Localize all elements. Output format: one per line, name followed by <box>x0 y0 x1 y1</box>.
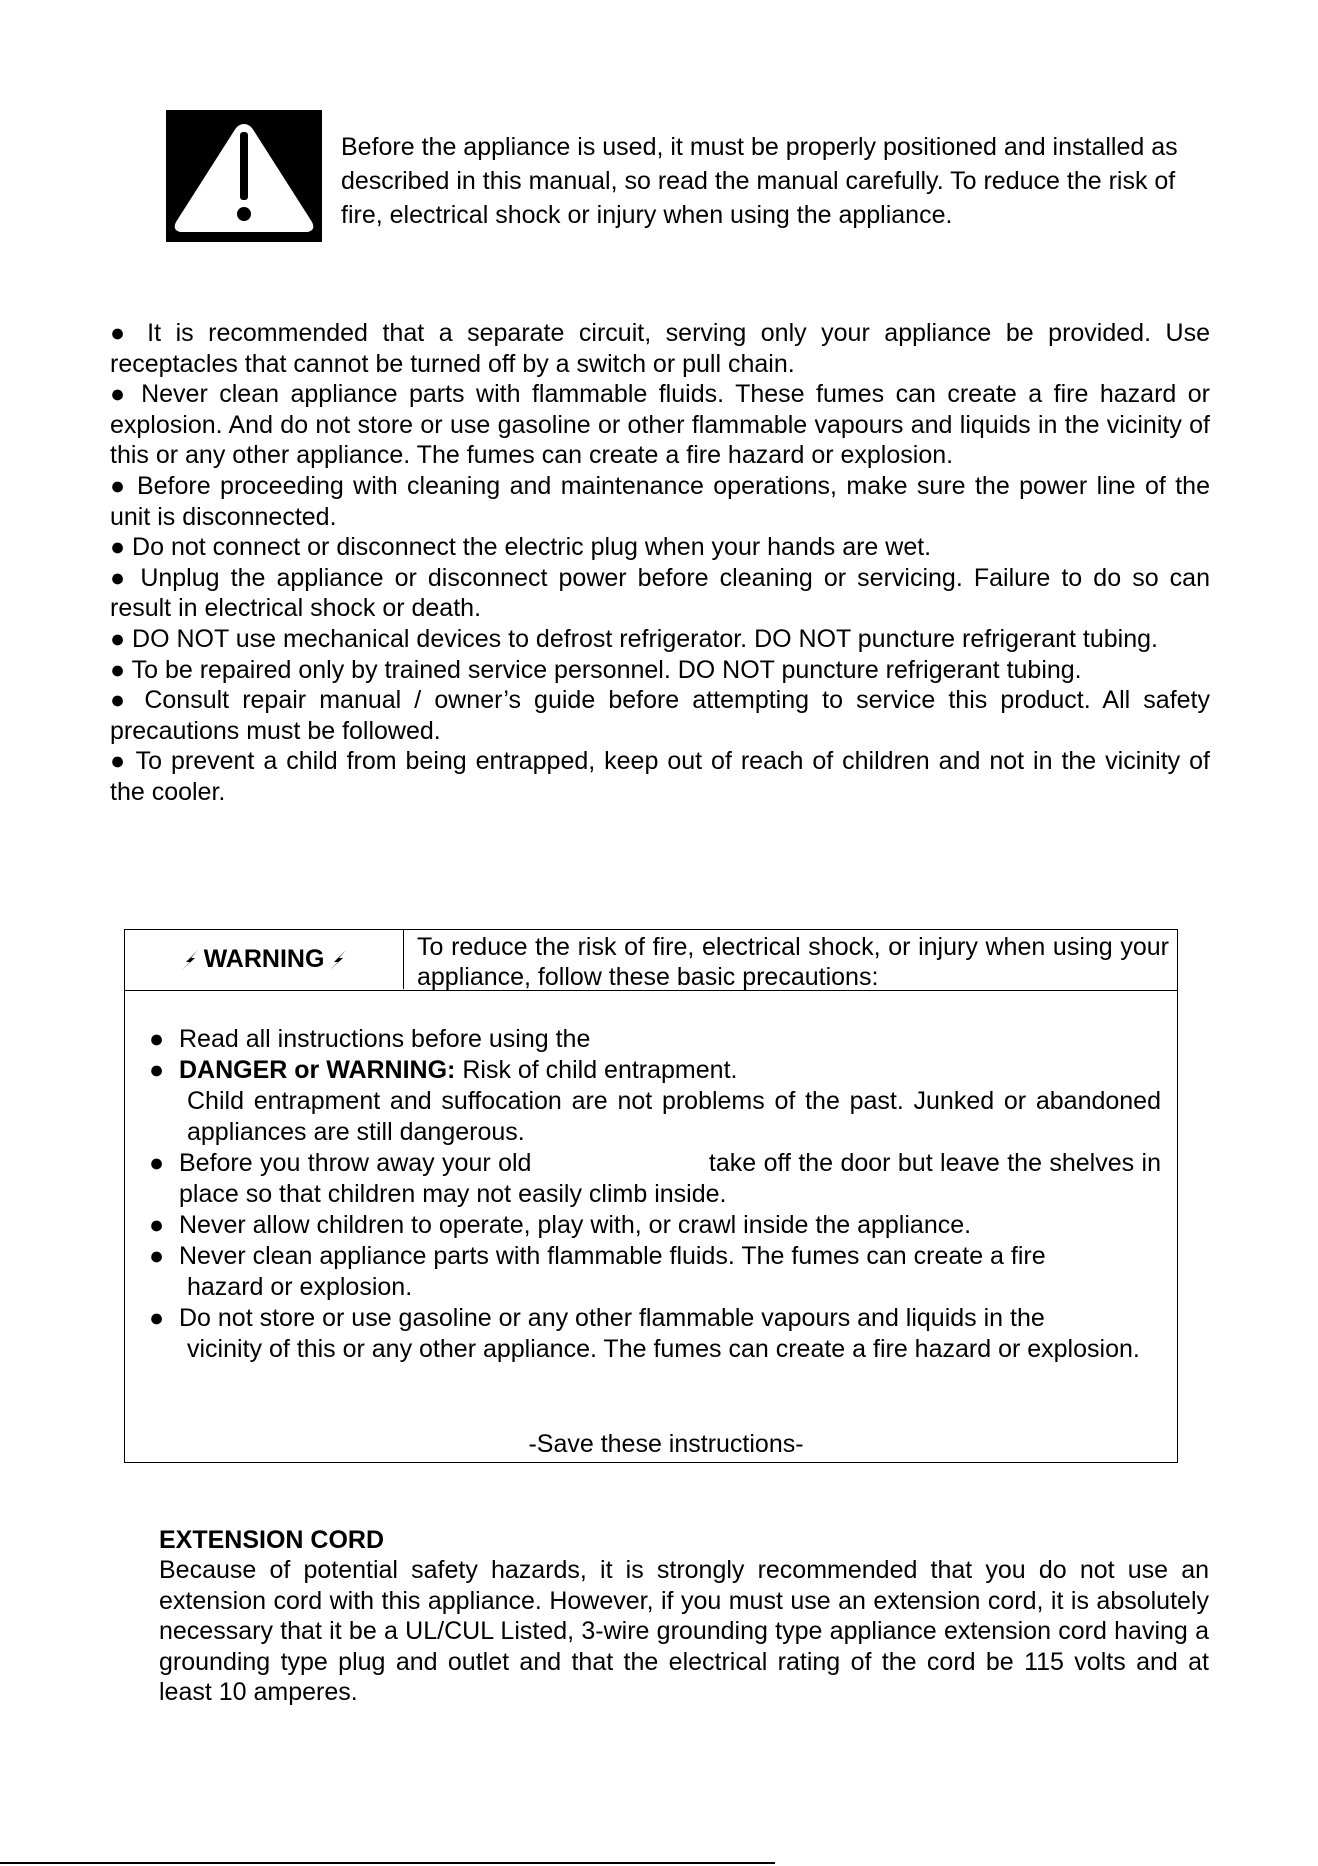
warning-box-header <box>125 930 1177 991</box>
lightning-icon <box>326 948 350 972</box>
save-instructions-footer: -Save these instructions- <box>528 1430 804 1458</box>
warning-triangle-icon <box>166 110 322 242</box>
list-item <box>149 1148 1168 1210</box>
list-item <box>149 1024 1161 1055</box>
safety-bullet-list <box>110 318 1210 808</box>
item-continuation: Child entrapment and suffocation are not problems of the past. Junked or abandoned appliances are still dangerous. <box>187 1087 1161 1146</box>
list-item <box>149 1241 1161 1303</box>
bullet-icon: ● <box>149 1211 165 1239</box>
list-item: ● It is recommended that a separate circuit, serving only your appliance be provided. Use receptacles that cannot be turned off by a switch or pull chain. <box>110 319 1210 378</box>
list-item <box>149 1210 1161 1241</box>
precautions-list <box>149 1024 1168 1365</box>
item-text: Risk of child entrapment. <box>455 1056 738 1084</box>
bullet-icon: ● <box>149 1304 165 1332</box>
warning-box <box>124 929 1178 1463</box>
bullet-icon: ● <box>149 1056 165 1084</box>
page-divider <box>0 1862 775 1864</box>
list-item <box>149 1055 1161 1148</box>
list-item <box>149 1303 1161 1365</box>
list-item: ● Never clean appliance parts with flammable fluids. These fumes can create a fire hazard or explosion. And do not store or use gasoline or other flammable vapours and liquids in the vicinity of this or any other appliance. The fumes can create a fire hazard or explosion. <box>110 380 1210 470</box>
item-continuation: vicinity of this or any other appliance. The fumes can create a fire hazard or explosion. <box>187 1335 1140 1363</box>
bullet-icon: ● <box>149 1242 165 1270</box>
list-item: ● Before proceeding with cleaning and maintenance operations, make sure the power line of the unit is disconnected. <box>110 471 1210 531</box>
warning-label <box>125 930 404 989</box>
list-item: ● Do not connect or disconnect the electric plug when your hands are wet. <box>110 533 932 562</box>
item-bold-text: DANGER or WARNING: <box>179 1056 456 1084</box>
list-item: ● DO NOT use mechanical devices to defrost refrigerator. DO NOT puncture refrigerant tubing. <box>110 624 1158 653</box>
intro-text-block <box>341 130 1221 232</box>
warning-header-text: To reduce the risk of fire, electrical shock, or injury when using your appliance, follow these basic precautions: <box>417 933 1169 991</box>
item-continuation: hazard or explosion. <box>187 1273 413 1301</box>
lightning-icon <box>178 948 202 972</box>
bullet-icon: ● <box>149 1149 165 1177</box>
item-text: Never allow children to operate, play with, or crawl inside the appliance. <box>179 1211 972 1239</box>
intro-text: Before the appliance is used, it must be properly positioned and installed as described in this manual, so read the manual carefully. To reduce the risk of fire, electrical shock or injury when using the appliance. <box>341 133 1178 229</box>
item-text: Never clean appliance parts with flammable fluids. The fumes can create a fire <box>179 1242 1046 1270</box>
section-heading: EXTENSION CORD <box>159 1526 385 1554</box>
section-body: Because of potential safety hazards, it is strongly recommended that you do not use an extension cord with this appliance. However, if you must use an extension cord, it is absolutely necessary that it be a UL/CUL Listed, 3-wire grounding type appliance extension cord having a grounding type plug and outlet and that the electrical rating of the cord be 115 volts and at least 10 amperes. <box>159 1556 1209 1706</box>
list-item: ● Consult repair manual / owner’s guide before attempting to service this product. All safety precautions must be followed. <box>110 686 1210 745</box>
list-item: ● To prevent a child from being entrapped, keep out of reach of children and not in the vicinity of the cooler. <box>110 747 1210 806</box>
extension-cord-section <box>159 1525 1209 1708</box>
item-text: Read all instructions before using the <box>179 1025 591 1053</box>
warning-label-text: WARNING <box>203 945 325 973</box>
bullet-icon: ● <box>149 1025 165 1053</box>
item-text: Do not store or use gasoline or any other flammable vapours and liquids in the <box>179 1304 1045 1332</box>
item-text: Before you throw away your old take off the door but leave the shelves in place so that children may not easily climb inside. <box>179 1149 1168 1208</box>
list-item: ● Unplug the appliance or disconnect power before cleaning or servicing. Failure to do so can result in electrical shock or death. <box>110 563 1210 623</box>
list-item: ● To be repaired only by trained service personnel. DO NOT puncture refrigerant tubing. <box>110 655 1082 684</box>
